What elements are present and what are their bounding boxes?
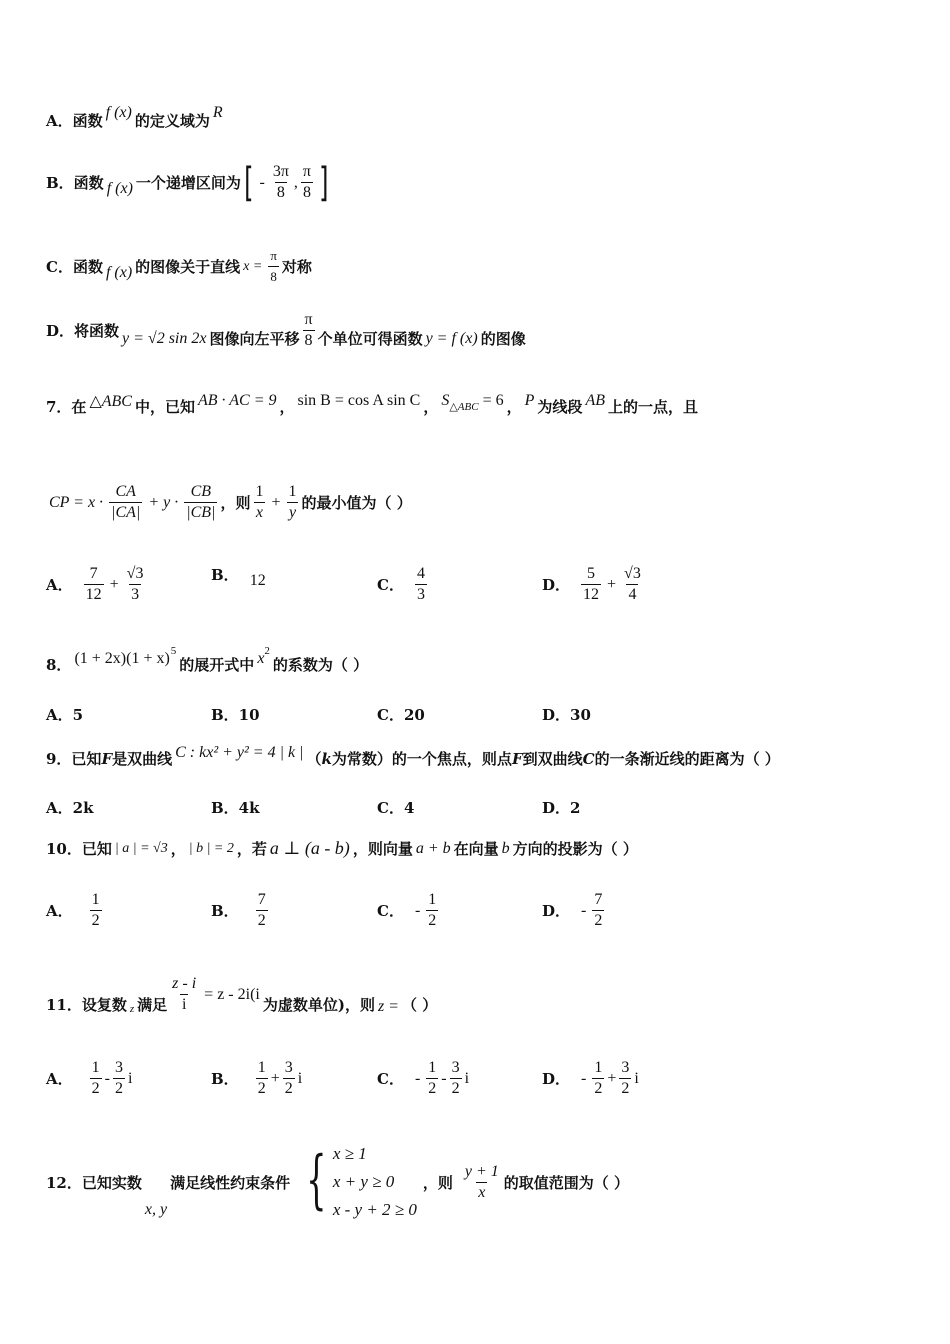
q11-stem: 11．设复数 z 满足 $\frac{z - i}{i}$ = z - 2i(i 为虚数单位)，则 z = （ ）: [46, 975, 438, 1015]
stem-text: 满足线性约束条件: [170, 1173, 291, 1192]
math-eq: x =: [243, 258, 263, 274]
math-sum: a + b: [415, 839, 451, 857]
q7-stem: 7．在 △ABC 中，已知 AB · AC = 9 ， sin B = cos A sin C ， $S_{\triangle ABC} = 6$ ， P 为线段 AB 上的一点，且: [46, 391, 698, 416]
math-vector-eq: CP = x ·: [49, 493, 104, 511]
math-R: R: [212, 103, 223, 121]
q7-option-c[interactable]: C． $\frac{4}{3}$: [377, 565, 425, 603]
stem-text: ，则: [422, 1173, 453, 1192]
math-b: b: [501, 839, 510, 857]
option-label: C．函数: [46, 258, 103, 276]
question-number: 8．: [46, 656, 72, 674]
math-fx: f (x): [105, 263, 133, 281]
option-text: 的定义域为: [134, 112, 210, 130]
q9-option-c[interactable]: C．4: [377, 799, 415, 817]
math-term: x: [257, 649, 265, 667]
stem-text: ，则向量: [352, 840, 413, 858]
option-label: D．将函数: [46, 322, 120, 340]
option-text: 的图像: [480, 330, 526, 348]
fraction-1x: $\frac{1}{x}$: [255, 483, 264, 521]
constraint-2: x + y ≥ 0: [332, 1172, 395, 1191]
question-number: 7．在: [46, 398, 87, 416]
q6-option-a: [46, 103, 910, 131]
left-brace: {: [306, 1143, 327, 1217]
q11-option-c[interactable]: C． - $\frac{1}{2}$ - $\frac{3}{2}$ i: [377, 1059, 470, 1097]
stem-text: 为常数）的一个焦点，则点: [331, 750, 512, 768]
constraint-3: x - y + 2 ≥ 0: [332, 1200, 417, 1219]
left-bracket: [: [244, 159, 254, 206]
math-segment: AB: [585, 391, 605, 409]
math-dot-product: AB · AC = 9: [197, 391, 277, 409]
stem-text: 的展开式中: [179, 656, 255, 674]
math-fx: f (x): [106, 179, 133, 197]
q10-option-c[interactable]: C． - $\frac{1}{2}$: [377, 891, 437, 929]
option-label: A．函数: [46, 112, 103, 130]
stem-text: 为虚数单位)，则: [262, 996, 375, 1014]
q9-option-d[interactable]: D．2: [542, 799, 581, 817]
stem-text: 的一条渐近线的距离为（ ）: [594, 750, 780, 768]
math-fx: f (x): [105, 103, 132, 121]
fraction: $\frac{\pi}{8}$: [304, 311, 313, 349]
q6-option-b: B．函数 f (x) 一个递增区间为 [ - $\frac{3\pi}{8}$ , $\frac{\pi}{8}$ ]: [46, 159, 329, 206]
q9-option-b[interactable]: B．4k: [211, 799, 260, 817]
stem-text: 的最小值为（ ）: [301, 494, 412, 512]
constraint-1: x ≥ 1: [332, 1144, 367, 1163]
stem-text: 上的一点，且: [607, 398, 698, 416]
math-abs-b: | b | = 2: [188, 840, 234, 856]
option-text: 对称: [281, 258, 312, 276]
q12-stem: [46, 1140, 910, 1224]
fraction-cb: $\frac{CB}{|CB|}$: [186, 483, 216, 521]
stem-text: （ ）: [401, 996, 438, 1014]
q8-option-b[interactable]: B．10: [211, 706, 260, 724]
math-triangle: △ABC: [89, 392, 132, 410]
q6-option-c: [46, 246, 910, 287]
q10-option-d[interactable]: D． - $\frac{7}{2}$: [542, 891, 603, 929]
fraction-complex: $\frac{z - i}{i}$: [172, 975, 197, 1013]
q7-option-a[interactable]: A． $\frac{7}{12}$ + $\frac{√3}{3}$: [46, 565, 144, 603]
constraint-system: [296, 1140, 417, 1224]
q11-option-a[interactable]: A． $\frac{1}{2}$ - $\frac{3}{2}$ i: [46, 1059, 133, 1097]
minus-sign: -: [259, 173, 265, 191]
fraction: $\frac{\pi}{8}$: [268, 246, 279, 287]
stem-text: 方向的投影为（ ）: [512, 840, 638, 858]
q11-option-d[interactable]: D． - $\frac{1}{2}$ + $\frac{3}{2}$ i: [542, 1059, 639, 1097]
math-hyperbola: C : kx² + y² = 4 | k |: [175, 743, 304, 761]
math-expr: y = √2 sin 2x: [122, 329, 207, 347]
q8-option-d[interactable]: D．30: [542, 706, 591, 724]
question-number: 12．已知实数: [46, 1173, 142, 1192]
fraction-ca: $\frac{CA}{|CA|}$: [111, 483, 141, 521]
option-text: 的图像关于直线: [135, 258, 241, 276]
option-text: 图像向左平移: [209, 330, 300, 348]
question-number: 10．已知: [46, 840, 112, 858]
q10-stem: 10．已知 | a | = √3 ， | b | = 2 ，若 a ⊥ (a - b) ，则向量 a + b 在向量 b 方向的投影为（ ）: [46, 838, 638, 858]
stem-text: 在向量: [453, 840, 499, 858]
option-label: B．函数: [46, 174, 104, 192]
q7-stem-line-2: CP = x · $\frac{CA}{|CA|}$ + y · $\frac{CB}{|CB|}$ ，则 $\frac{1}{x}$ + $\frac{1}{y}$ 的最小值为（ ）: [49, 483, 412, 521]
q9-stem: 9．已知 F 是双曲线 C : kx² + y² = 4 | k | （ k 为常数）的一个焦点，则点 F 到双曲线 C 的一条渐近线的距离为（ ）: [46, 743, 780, 768]
math-vars: x, y: [144, 1201, 168, 1218]
q7-option-b[interactable]: B． 12: [211, 566, 266, 589]
math-expr: (1 + 2x)(1 + x): [74, 649, 170, 667]
q8-stem: 8． (1 + 2x)(1 + x) 5 的展开式中 x 2 的系数为（ ）: [46, 644, 369, 674]
q8-option-a[interactable]: A．5: [46, 706, 84, 724]
stem-text: 到双曲线: [522, 750, 583, 768]
math-perp: a ⊥ (a - b): [269, 838, 350, 858]
fraction-left: $\frac{3\pi}{8}$: [272, 163, 289, 201]
q7-option-d[interactable]: D． $\frac{5}{12}$ + $\frac{√3}{4}$: [542, 565, 641, 603]
option-text: 个单位可得函数: [317, 330, 423, 348]
question-number: 9．已知: [46, 750, 102, 768]
question-number: 11．设复数: [46, 996, 127, 1014]
q8-option-c[interactable]: C．20: [377, 706, 425, 724]
right-bracket: ]: [319, 159, 329, 206]
math-area: $S_{\triangle ABC} = 6$: [441, 391, 504, 413]
stem-text: ，则: [220, 494, 251, 512]
math-rhs: = z - 2i(i: [204, 985, 260, 1003]
fraction-1y: $\frac{1}{y}$: [288, 483, 297, 521]
stem-text: 为线段: [537, 398, 583, 416]
option-text: 一个递增区间为: [135, 174, 241, 192]
math-point: P: [524, 391, 535, 409]
math-plus: + y ·: [148, 493, 179, 511]
q6-option-d: [46, 310, 910, 351]
fraction-right: $\frac{\pi}{8}$: [302, 163, 311, 201]
stem-text: 的系数为（ ）: [272, 656, 369, 674]
math-abs-a: | a | = √3: [114, 840, 168, 856]
stem-text: ，若: [236, 840, 267, 858]
stem-text: 的取值范围为（ ）: [503, 1173, 630, 1192]
q9-option-a[interactable]: A．2k: [46, 799, 94, 817]
q11-option-b[interactable]: B． $\frac{1}{2}$ + $\frac{3}{2}$ i: [211, 1059, 303, 1097]
stem-text: 是双曲线: [112, 750, 173, 768]
q10-option-b[interactable]: B． $\frac{7}{2}$: [211, 891, 266, 929]
fraction-ratio: $\frac{y + 1}{x}$: [464, 1162, 499, 1201]
stem-text: 满足: [137, 996, 168, 1014]
math-expr: y = f (x): [425, 329, 478, 347]
math-trig: sin B = cos A sin C: [297, 391, 421, 409]
stem-text: 中，已知: [134, 398, 195, 416]
q10-option-a[interactable]: A． $\frac{1}{2}$: [46, 891, 100, 929]
